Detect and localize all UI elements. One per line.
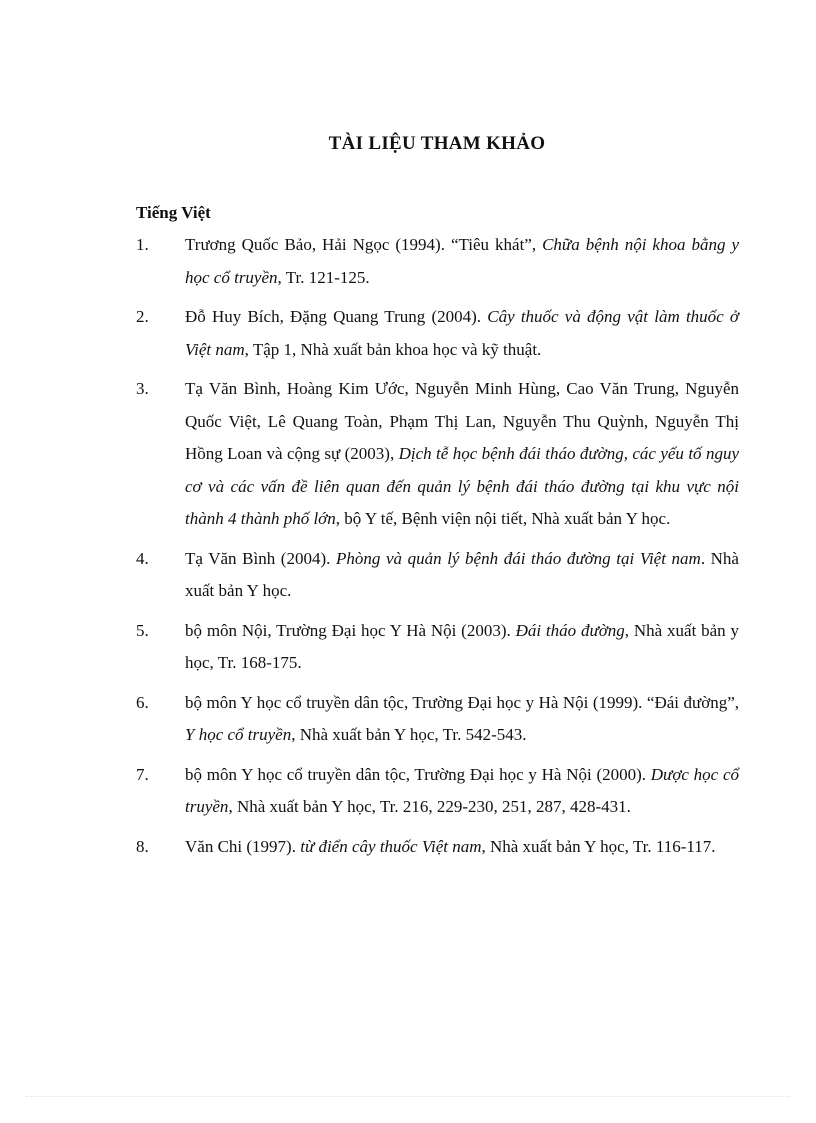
reference-item bbox=[136, 229, 739, 294]
reference-title: Cây thuốc và động vật làm thuốc ở Việt nam bbox=[185, 307, 739, 359]
reference-segment: Đỗ Huy Bích, Đặng Quang Trung (2004). bbox=[185, 307, 488, 326]
reference-text bbox=[185, 759, 739, 824]
reference-number: 3. bbox=[136, 379, 149, 398]
reference-item bbox=[136, 543, 739, 608]
reference-number: 7. bbox=[136, 764, 149, 784]
reference-segment: Tạ Văn Bình, Hoàng Kim Ước, Nguyễn Minh Hùng, Cao Văn Trung, Nguyễn Quốc Việt, Lê Quang Toàn, Phạm Thị Lan, Nguyễn Thu Quỳnh, Nguyễn Thị Hồng Loan và cộng sự (2003), bbox=[185, 379, 739, 463]
reference-number: 6. bbox=[136, 692, 149, 712]
reference-segment: Văn Chi (1997). bbox=[185, 836, 301, 856]
reference-segment: , Tập 1, Nhà xuất bản khoa học và kỹ thuật. bbox=[244, 339, 542, 359]
reference-text bbox=[185, 831, 739, 864]
reference-segment: , Tr. 121-125. bbox=[277, 267, 370, 287]
reference-title: Dược học cổ truyền bbox=[185, 764, 740, 816]
reference-number: 8. bbox=[136, 836, 149, 856]
reference-title: Chữa bệnh nội khoa bằng y học cổ truyền bbox=[185, 235, 739, 287]
reference-segment: , bộ Y tế, Bệnh viện nội tiết, Nhà xuất bản Y học. bbox=[335, 509, 671, 528]
reference-segment: , Nhà xuất bản Y học, Tr. 216, 229-230, 251, 287, 428-431. bbox=[228, 797, 631, 816]
reference-item bbox=[136, 759, 739, 824]
reference-item bbox=[136, 687, 739, 752]
reference-item bbox=[136, 615, 739, 680]
reference-segment: , Nhà xuất bản Y học, Tr. 116-117. bbox=[481, 836, 716, 856]
page-title: TÀI LIỆU THAM KHẢO bbox=[328, 133, 546, 154]
reference-segment: bộ môn Nội, Trường Đại học Y Hà Nội (2003). bbox=[185, 620, 516, 640]
reference-text bbox=[185, 301, 739, 366]
reference-number: 4. bbox=[136, 548, 149, 568]
reference-segment: Tạ Văn Bình (2004). bbox=[185, 548, 336, 568]
reference-segment: bộ môn Y học cổ truyền dân tộc, Trường Đại học y Hà Nội (1999). “Đái đường”, bbox=[185, 692, 739, 712]
reference-segment: . Nhà xuất bản Y học. bbox=[185, 548, 739, 600]
reference-segment: bộ môn Y học cổ truyền dân tộc, Trường Đại học y Hà Nội (2000). bbox=[185, 764, 651, 784]
reference-text bbox=[185, 373, 739, 536]
reference-item bbox=[136, 373, 739, 536]
reference-title: Phòng và quản lý bệnh đái tháo đường tại Việt nam bbox=[335, 548, 701, 568]
reference-item bbox=[136, 301, 739, 366]
section-heading: Tiếng Việt bbox=[136, 203, 211, 222]
reference-text bbox=[185, 229, 739, 294]
reference-segment: , Nhà xuất bản Y học, Tr. 542-543. bbox=[291, 725, 527, 744]
reference-number: 1. bbox=[136, 235, 149, 254]
reference-text bbox=[185, 543, 739, 608]
reference-number: 2. bbox=[136, 307, 149, 326]
reference-segment: , Nhà xuất bản y học, Tr. 168-175. bbox=[185, 620, 739, 672]
reference-text bbox=[185, 687, 739, 752]
reference-title: Đái tháo đường bbox=[515, 620, 625, 640]
reference-item bbox=[136, 831, 739, 864]
reference-title: từ điển cây thuốc Việt nam bbox=[300, 836, 482, 856]
reference-number: 5. bbox=[136, 620, 149, 640]
reference-title: Y học cổ truyền bbox=[185, 725, 292, 744]
reference-segment: Trương Quốc Bảo, Hải Ngọc (1994). “Tiêu khát”, bbox=[185, 235, 543, 254]
reference-title: Dịch tễ học bệnh đái tháo đường, các yếu tố nguy cơ và các vấn đề liên quan đến quản lý bệnh đái tháo đường tại khu vực nội thành 4 thành phố lớn bbox=[185, 444, 739, 528]
footer-divider bbox=[26, 1096, 790, 1097]
reference-list bbox=[136, 229, 739, 870]
reference-text bbox=[185, 615, 739, 680]
